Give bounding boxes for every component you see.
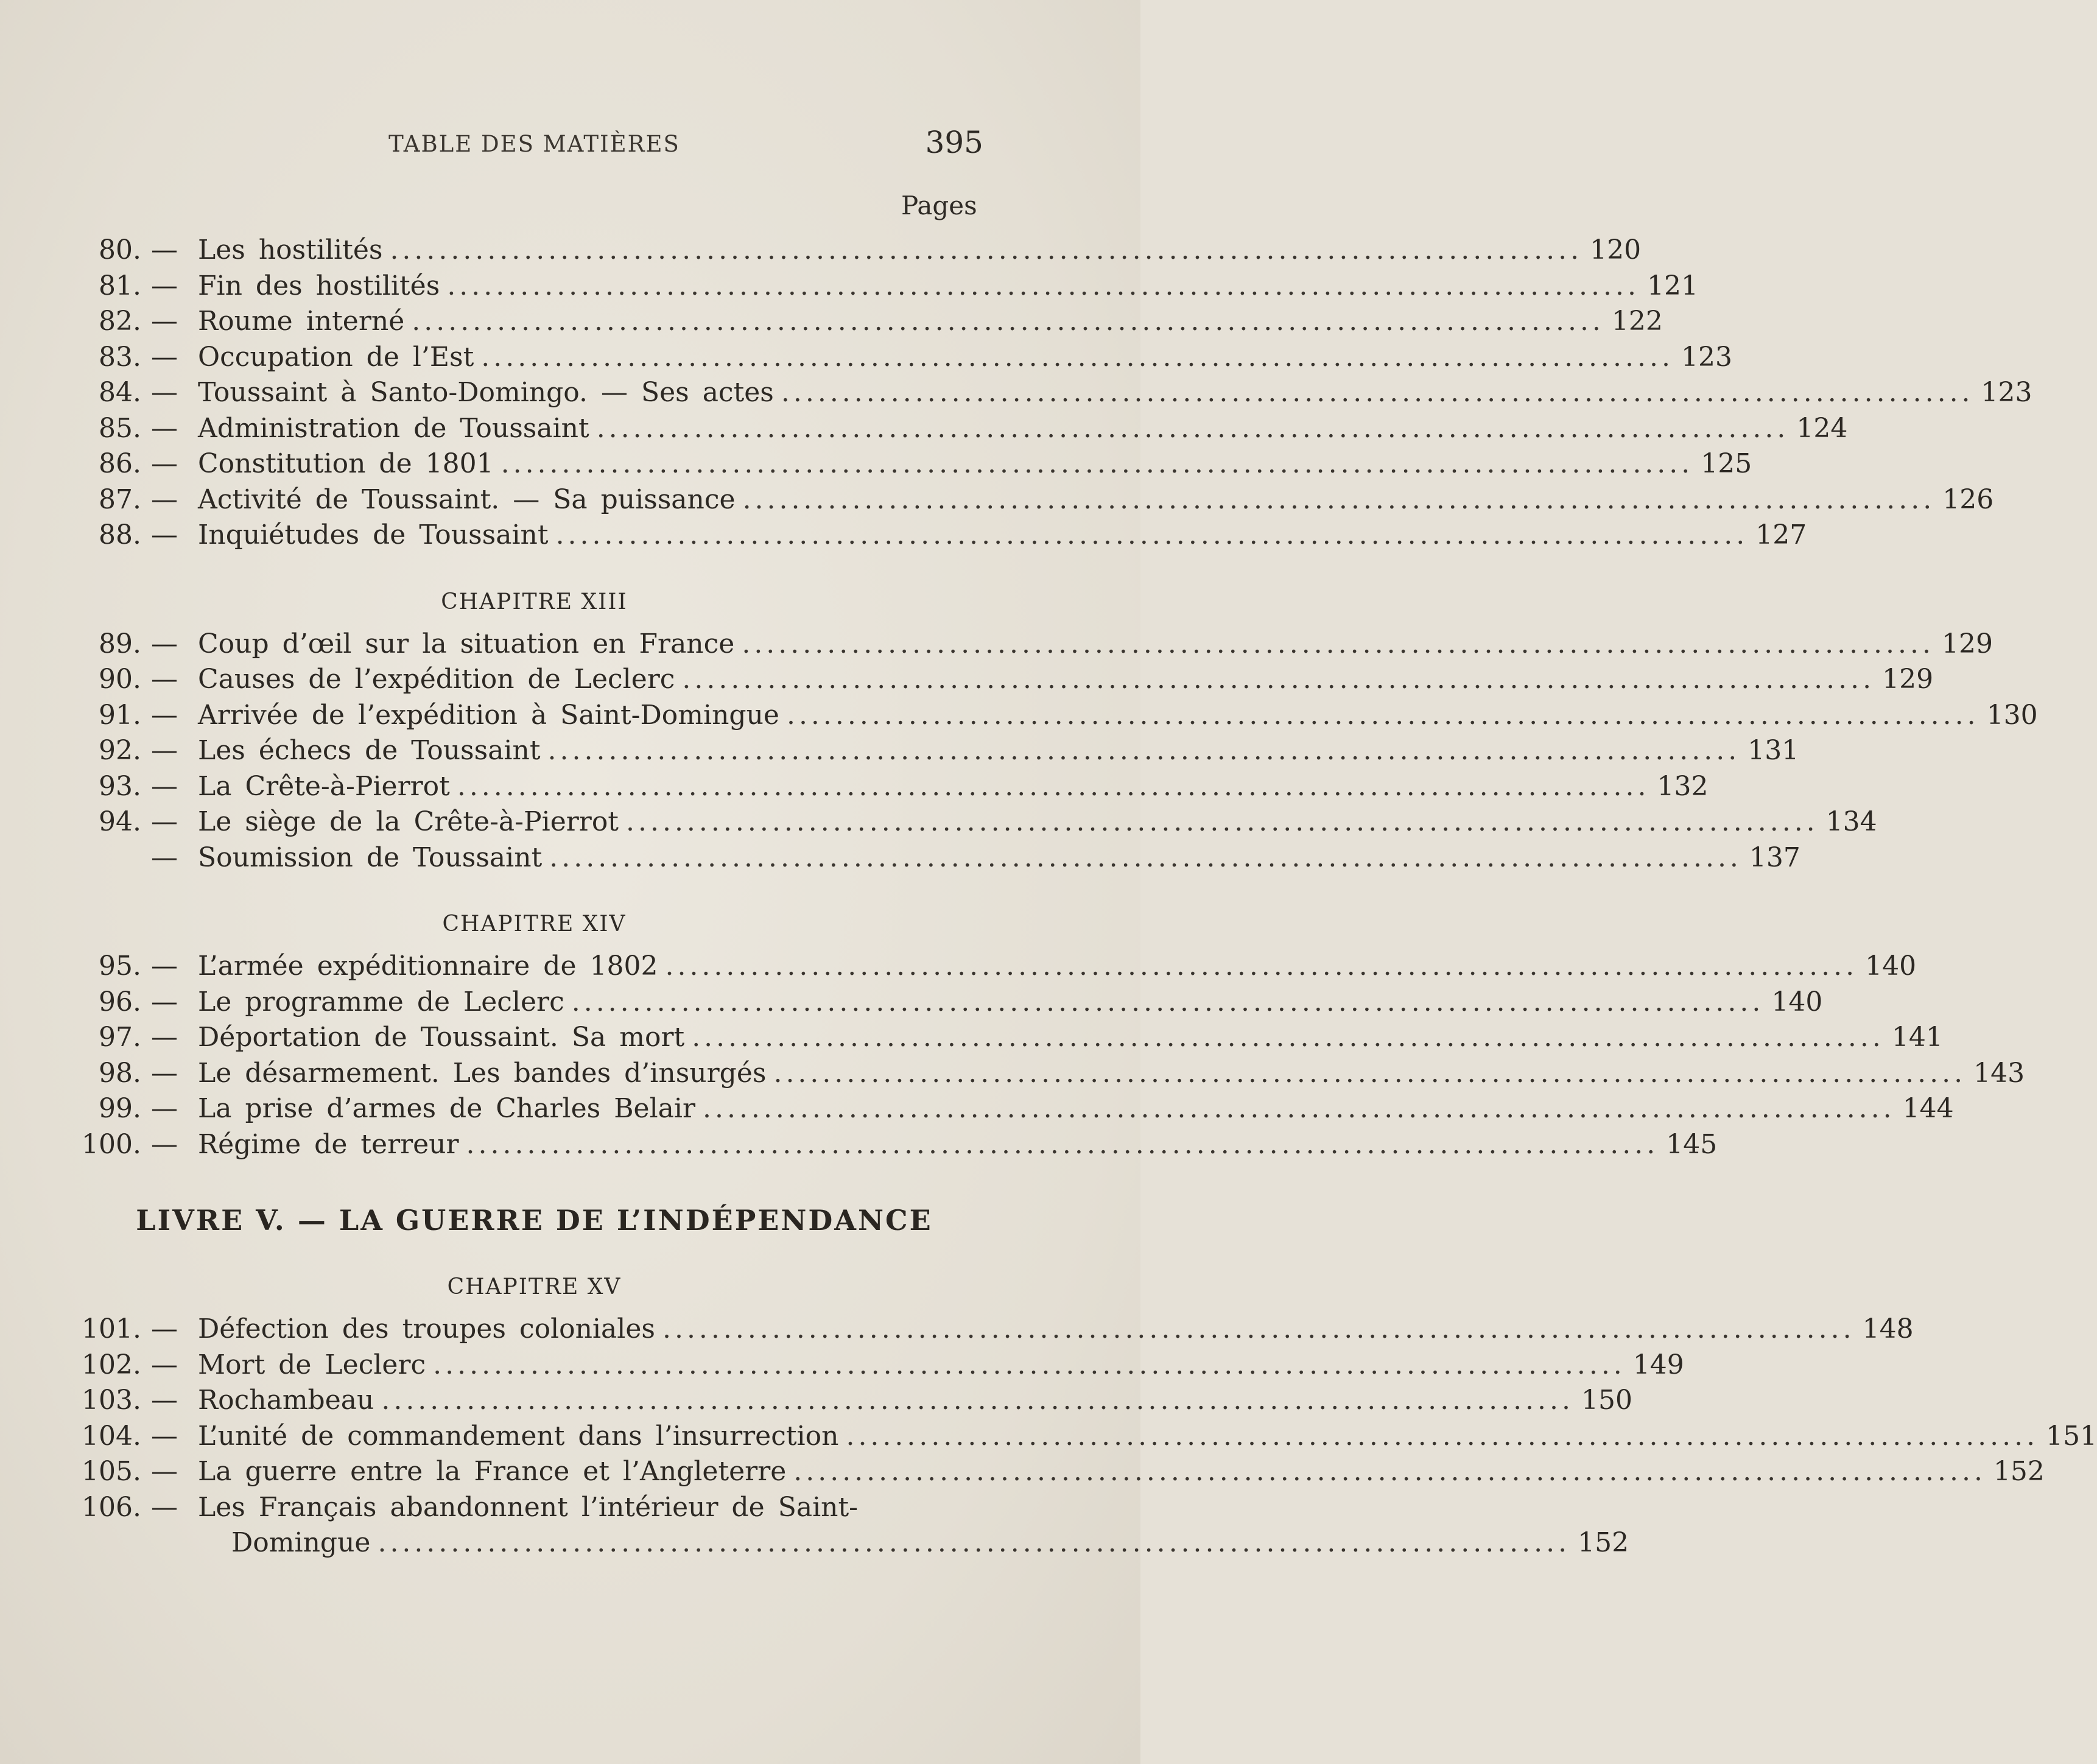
entry-dash: — xyxy=(151,1456,178,1487)
entry-title: La Crête-à-Pierrot xyxy=(198,770,450,802)
entry-title: Occupation de l’Est xyxy=(198,341,474,373)
toc-entry[interactable] xyxy=(79,446,1752,482)
toc-entry[interactable] xyxy=(79,1312,1914,1348)
entry-title: Toussaint à Santo-Domingo. — Ses actes xyxy=(198,377,774,408)
toc-entry[interactable] xyxy=(79,304,1663,340)
entry-title: Rochambeau xyxy=(198,1385,374,1416)
entry-dash: — xyxy=(151,377,178,408)
entry-page: 120 xyxy=(1590,234,1642,265)
dot-leader: .................................................................................................. xyxy=(555,519,1749,550)
dot-leader: .................................................................................................. xyxy=(742,483,1936,515)
entry-title: Causes de l’expédition de Leclerc xyxy=(198,664,675,695)
entry-number: 87. xyxy=(99,483,141,515)
entry-title: La prise d’armes de Charles Belair xyxy=(198,1093,695,1124)
entry-page: 122 xyxy=(1611,306,1663,337)
entry-title: Le désarmement. Les bandes d’insurgés xyxy=(198,1057,767,1089)
entry-number: 93. xyxy=(99,770,141,802)
entry-number: 88. xyxy=(99,519,141,550)
entry-number: 97. xyxy=(99,1022,141,1053)
toc-entry[interactable] xyxy=(79,340,1732,376)
dot-leader: .................................................................................................. xyxy=(692,1022,1884,1053)
entry-number: 84. xyxy=(99,377,141,408)
entry-number: 103. xyxy=(82,1385,141,1416)
dot-leader: .................................................................................................. xyxy=(547,735,1741,766)
entry-number: 80. xyxy=(99,234,141,265)
entry-title: Coup d’œil sur la situation en France xyxy=(198,628,735,659)
entry-page: 125 xyxy=(1701,448,1752,479)
entry-title: Régime de terreur xyxy=(198,1128,459,1160)
pages-column-label: Pages xyxy=(901,191,977,220)
toc-entry[interactable] xyxy=(79,733,1799,769)
entry-title: Fin des hostilités xyxy=(198,270,440,301)
entry-page: 137 xyxy=(1749,842,1800,873)
entry-page: 150 xyxy=(1581,1385,1632,1416)
entry-number: 91. xyxy=(99,699,141,731)
entry-number: 94. xyxy=(99,806,141,837)
entry-dash: — xyxy=(151,1313,178,1344)
dot-leader: .................................................................................................. xyxy=(381,1385,1575,1416)
livre-heading: LIVRE V. — LA GUERRE DE L’INDÉPENDANCE xyxy=(136,1204,933,1237)
dot-leader: .................................................................................................. xyxy=(662,1313,1855,1344)
entry-dash: — xyxy=(151,735,178,766)
entry-page: 134 xyxy=(1825,806,1877,837)
dot-leader: .................................................................................................. xyxy=(457,770,1650,802)
toc-entry[interactable] xyxy=(79,375,2032,411)
entry-dash: — xyxy=(151,770,178,802)
entry-dash: — xyxy=(151,842,178,873)
entry-title: Constitution de 1801 xyxy=(198,448,494,479)
toc-entry[interactable] xyxy=(79,627,1993,662)
entry-title: La guerre entre la France et l’Angleterre xyxy=(198,1456,787,1487)
entry-page: 131 xyxy=(1748,735,1799,766)
toc-chapter-xv xyxy=(79,1312,2097,1490)
entry-title: L’armée expéditionnaire de 1802 xyxy=(198,951,658,982)
entry-number: 86. xyxy=(99,448,141,479)
entry-number: 99. xyxy=(99,1093,141,1124)
dot-leader: .................................................................................................. xyxy=(773,1057,1967,1089)
entry-dash: — xyxy=(151,412,178,444)
entry-page: 126 xyxy=(1942,483,1994,515)
entry-page: 140 xyxy=(1865,951,1917,982)
dot-leader: .................................................................................................. xyxy=(447,270,1640,301)
entry-page: 132 xyxy=(1657,770,1709,802)
dot-leader: .................................................................................................. xyxy=(433,1349,1626,1380)
entry-page: 127 xyxy=(1755,519,1807,550)
toc-entry[interactable] xyxy=(79,482,1994,518)
entry-title: Activité de Toussaint. — Sa puissance xyxy=(198,483,736,515)
dot-leader: .................................................................................................. xyxy=(702,1093,1895,1124)
entry-number: 83. xyxy=(99,341,141,373)
entry-dash: — xyxy=(151,628,178,659)
entry-dash: — xyxy=(151,519,178,550)
dot-leader: .................................................................................................. xyxy=(793,1456,1986,1487)
toc-entry[interactable] xyxy=(79,662,1934,698)
entry-page: 123 xyxy=(1681,341,1732,373)
entry-number: 100. xyxy=(82,1128,141,1160)
entry-dash: — xyxy=(151,1022,178,1053)
dot-leader: .................................................................................................. xyxy=(682,664,1875,695)
entry-title-line2: Domingue xyxy=(231,1527,371,1558)
dot-leader: .................................................................................................. xyxy=(501,448,1694,479)
entry-dash: — xyxy=(151,664,178,695)
chapter-heading-xv: CHAPITRE XV xyxy=(447,1274,622,1299)
toc-entry[interactable] xyxy=(79,1020,1943,1056)
running-header xyxy=(85,125,983,161)
entry-title: Administration de Toussaint xyxy=(198,412,589,444)
toc-entry[interactable] xyxy=(79,1091,1954,1127)
entry-title: L’unité de commandement dans l’insurrection xyxy=(198,1420,839,1452)
dot-leader: .................................................................................................. xyxy=(665,951,1858,982)
entry-title: Inquiétudes de Toussaint xyxy=(198,519,549,550)
table-of-contents xyxy=(79,233,2097,1562)
entry-number: 89. xyxy=(99,628,141,659)
toc-entry[interactable] xyxy=(79,1348,1684,1383)
entry-dash: — xyxy=(151,1128,178,1160)
toc-entry[interactable] xyxy=(79,698,2038,734)
entry-page: 141 xyxy=(1891,1022,1943,1053)
toc-entry[interactable] xyxy=(79,804,1877,840)
toc-entry[interactable] xyxy=(79,1454,2045,1490)
toc-entry[interactable] xyxy=(79,1383,1632,1419)
entry-dash: — xyxy=(151,1491,178,1523)
entry-page: 144 xyxy=(1902,1093,1954,1124)
toc-entry[interactable] xyxy=(79,840,1800,876)
entry-page: 149 xyxy=(1632,1349,1684,1380)
toc-entry[interactable] xyxy=(79,269,1698,304)
dot-leader: .................................................................................................. xyxy=(412,306,1604,337)
entry-dash: — xyxy=(151,448,178,479)
dot-leader: .................................................................................................. xyxy=(466,1128,1659,1160)
entry-dash: — xyxy=(151,483,178,515)
toc-group-continued xyxy=(79,233,2032,553)
entry-title: Roume interné xyxy=(198,306,405,337)
entry-dash: — xyxy=(151,951,178,982)
dot-leader: .................................................................................................. xyxy=(481,341,1674,373)
toc-entry[interactable] xyxy=(79,985,1823,1021)
entry-page: 143 xyxy=(1973,1057,2025,1089)
dot-leader: .................................................................................................. xyxy=(390,234,1583,265)
entry-title: Le programme de Leclerc xyxy=(198,986,564,1017)
entry-title: Défection des troupes coloniales xyxy=(198,1313,655,1344)
entry-page: 124 xyxy=(1796,412,1848,444)
entry-number: 85. xyxy=(99,412,141,444)
entry-title: Les hostilités xyxy=(198,234,383,265)
entry-page: 123 xyxy=(1981,377,2032,408)
entry-page: 152 xyxy=(1578,1527,1629,1558)
entry-dash: — xyxy=(151,986,178,1017)
toc-entry[interactable] xyxy=(79,1490,1629,1562)
toc-chapter-xiii xyxy=(79,627,2038,876)
dot-leader: .................................................................................................. xyxy=(626,806,1819,837)
toc-entry[interactable] xyxy=(79,233,1642,269)
entry-page: 129 xyxy=(1882,664,1934,695)
entry-page: 151 xyxy=(2046,1420,2097,1452)
entry-dash: — xyxy=(151,806,178,837)
entry-dash: — xyxy=(151,699,178,731)
entry-title: Mort de Leclerc xyxy=(198,1349,426,1380)
entry-title-line1: Les Français abandonnent l’intérieur de Saint- xyxy=(198,1491,859,1523)
toc-entry[interactable] xyxy=(79,518,1807,553)
entry-number: 81. xyxy=(99,270,141,301)
chapter-heading-xiv: CHAPITRE XIV xyxy=(442,912,627,936)
toc-chapter-xiv xyxy=(79,949,2025,1162)
entry-number: 96. xyxy=(99,986,141,1017)
dot-leader: .................................................................................................. xyxy=(549,842,1742,873)
entry-page: 148 xyxy=(1862,1313,1914,1344)
entry-title: Soumission de Toussaint xyxy=(198,842,543,873)
entry-dash: — xyxy=(151,1093,178,1124)
entry-page: 145 xyxy=(1666,1128,1718,1160)
dot-leader: .................................................................................................. xyxy=(596,412,1790,444)
entry-dash: — xyxy=(151,306,178,337)
entry-page: 121 xyxy=(1646,270,1698,301)
entry-dash: — xyxy=(151,1057,178,1089)
entry-dash: — xyxy=(151,1385,178,1416)
entry-number: 82. xyxy=(99,306,141,337)
toc-entry[interactable] xyxy=(79,949,1917,985)
entry-number: 98. xyxy=(99,1057,141,1089)
chapter-heading-xiii: CHAPITRE XIII xyxy=(441,589,628,614)
entry-title: Les échecs de Toussaint xyxy=(198,735,541,766)
dot-leader: .................................................................................................. xyxy=(742,628,1934,659)
entry-number: 102. xyxy=(82,1349,141,1380)
dot-leader: .................................................................................................. xyxy=(781,377,1974,408)
dot-leader: .................................................................................................. xyxy=(378,1527,1571,1558)
entry-page: 140 xyxy=(1771,986,1823,1017)
entry-number: 92. xyxy=(99,735,141,766)
toc-entry[interactable] xyxy=(79,769,1709,805)
entry-title: Le siège de la Crête-à-Pierrot xyxy=(198,806,619,837)
entry-dash: — xyxy=(151,1349,178,1380)
dot-leader: .................................................................................................. xyxy=(571,986,1765,1017)
entry-title: Déportation de Toussaint. Sa mort xyxy=(198,1022,685,1053)
dot-leader: .................................................................................................. xyxy=(786,699,1979,731)
toc-entry[interactable] xyxy=(79,411,1848,447)
entry-number: 90. xyxy=(99,664,141,695)
running-title: TABLE DES MATIÈRES xyxy=(388,131,680,157)
page-number: 395 xyxy=(925,125,983,160)
toc-entry[interactable] xyxy=(79,1127,1718,1163)
entry-dash: — xyxy=(151,234,178,265)
entry-title: Arrivée de l’expédition à Saint-Domingue xyxy=(198,699,779,731)
entry-dash: — xyxy=(151,270,178,301)
entry-number: 104. xyxy=(82,1420,141,1452)
entry-number: 95. xyxy=(99,951,141,982)
entry-page: 130 xyxy=(1986,699,2038,731)
toc-entry[interactable] xyxy=(79,1419,2097,1455)
entry-number: 105. xyxy=(82,1456,141,1487)
dot-leader: .................................................................................................. xyxy=(846,1420,2039,1452)
toc-entry[interactable] xyxy=(79,1056,2025,1092)
entry-page: 152 xyxy=(1993,1456,2045,1487)
entry-number: 101. xyxy=(82,1313,141,1344)
entry-dash: — xyxy=(151,341,178,373)
entry-page: 129 xyxy=(1942,628,1993,659)
entry-number: 106. xyxy=(82,1491,141,1523)
entry-dash: — xyxy=(151,1420,178,1452)
